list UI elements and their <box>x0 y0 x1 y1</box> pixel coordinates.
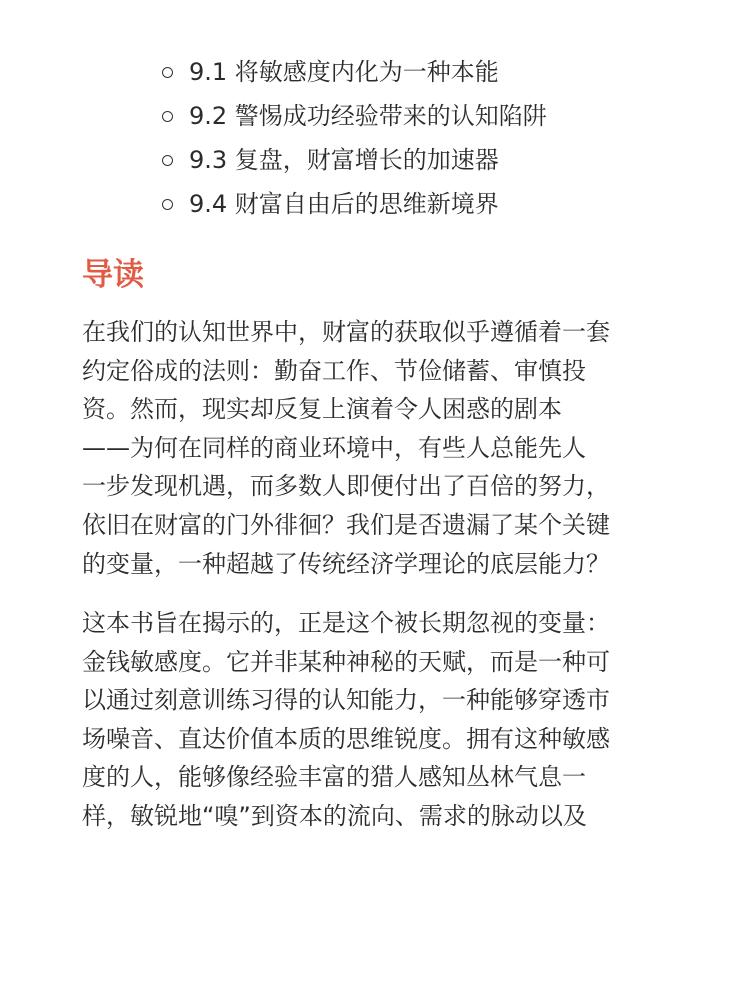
paragraph-line: 样，敏锐地“嗅”到资本的流向、需求的脉动以及 <box>82 801 587 830</box>
toc-item-label: 9.4 财富自由后的思维新境界 <box>189 190 499 218</box>
hollow-circle-bullet-icon <box>162 155 173 166</box>
table-of-contents <box>162 50 547 226</box>
toc-item-9-4[interactable] <box>162 182 547 226</box>
paragraph-line: ——为何在同样的商业环境中，有些人总能先人 <box>82 433 586 462</box>
paragraph-line: 在我们的认知世界中，财富的获取似乎遵循着一套 <box>82 318 610 346</box>
paragraph-line: 金钱敏感度。它并非某种神秘的天赋，而是一种可 <box>82 647 610 676</box>
toc-item-label: 9.2 警惕成功经验带来的认知陷阱 <box>189 102 547 130</box>
toc-item-label: 9.3 复盘，财富增长的加速器 <box>189 146 499 174</box>
paragraph-line: 的变量，一种超越了传统经济学理论的底层能力？ <box>82 549 610 578</box>
toc-item-9-2[interactable] <box>162 94 547 138</box>
toc-item-label: 9.1 将敏感度内化为一种本能 <box>189 58 499 86</box>
paragraph-line: 约定俗成的法则：勤奋工作、节俭储蓄、审慎投 <box>82 356 586 385</box>
paragraph-line: 这本书旨在揭示的，正是这个被长期忽视的变量： <box>82 609 610 637</box>
section-heading: 导读 <box>82 257 144 293</box>
paragraph-line: 一步发现机遇，而多数人即便付出了百倍的努力， <box>82 472 610 501</box>
toc-item-9-3[interactable] <box>162 138 547 182</box>
paragraph-line: 以通过刻意训练习得的认知能力，一种能够穿透市 <box>82 686 610 715</box>
paragraph-line: 度的人，能够像经验丰富的猎人感知丛林气息一 <box>82 763 586 792</box>
hollow-circle-bullet-icon <box>162 67 173 78</box>
paragraph-line: 依旧在财富的门外徘徊？我们是否遗漏了某个关键 <box>82 510 610 539</box>
toc-item-9-1[interactable] <box>162 50 547 94</box>
hollow-circle-bullet-icon <box>162 111 173 122</box>
intro-paragraph-2 <box>82 604 682 836</box>
intro-paragraph-1 <box>82 313 682 583</box>
hollow-circle-bullet-icon <box>162 199 173 210</box>
paragraph-line: 资。然而，现实却反复上演着令人困惑的剧本 <box>82 395 562 424</box>
paragraph-line: 场噪音、直达价值本质的思维锐度。拥有这种敏感 <box>82 724 610 753</box>
